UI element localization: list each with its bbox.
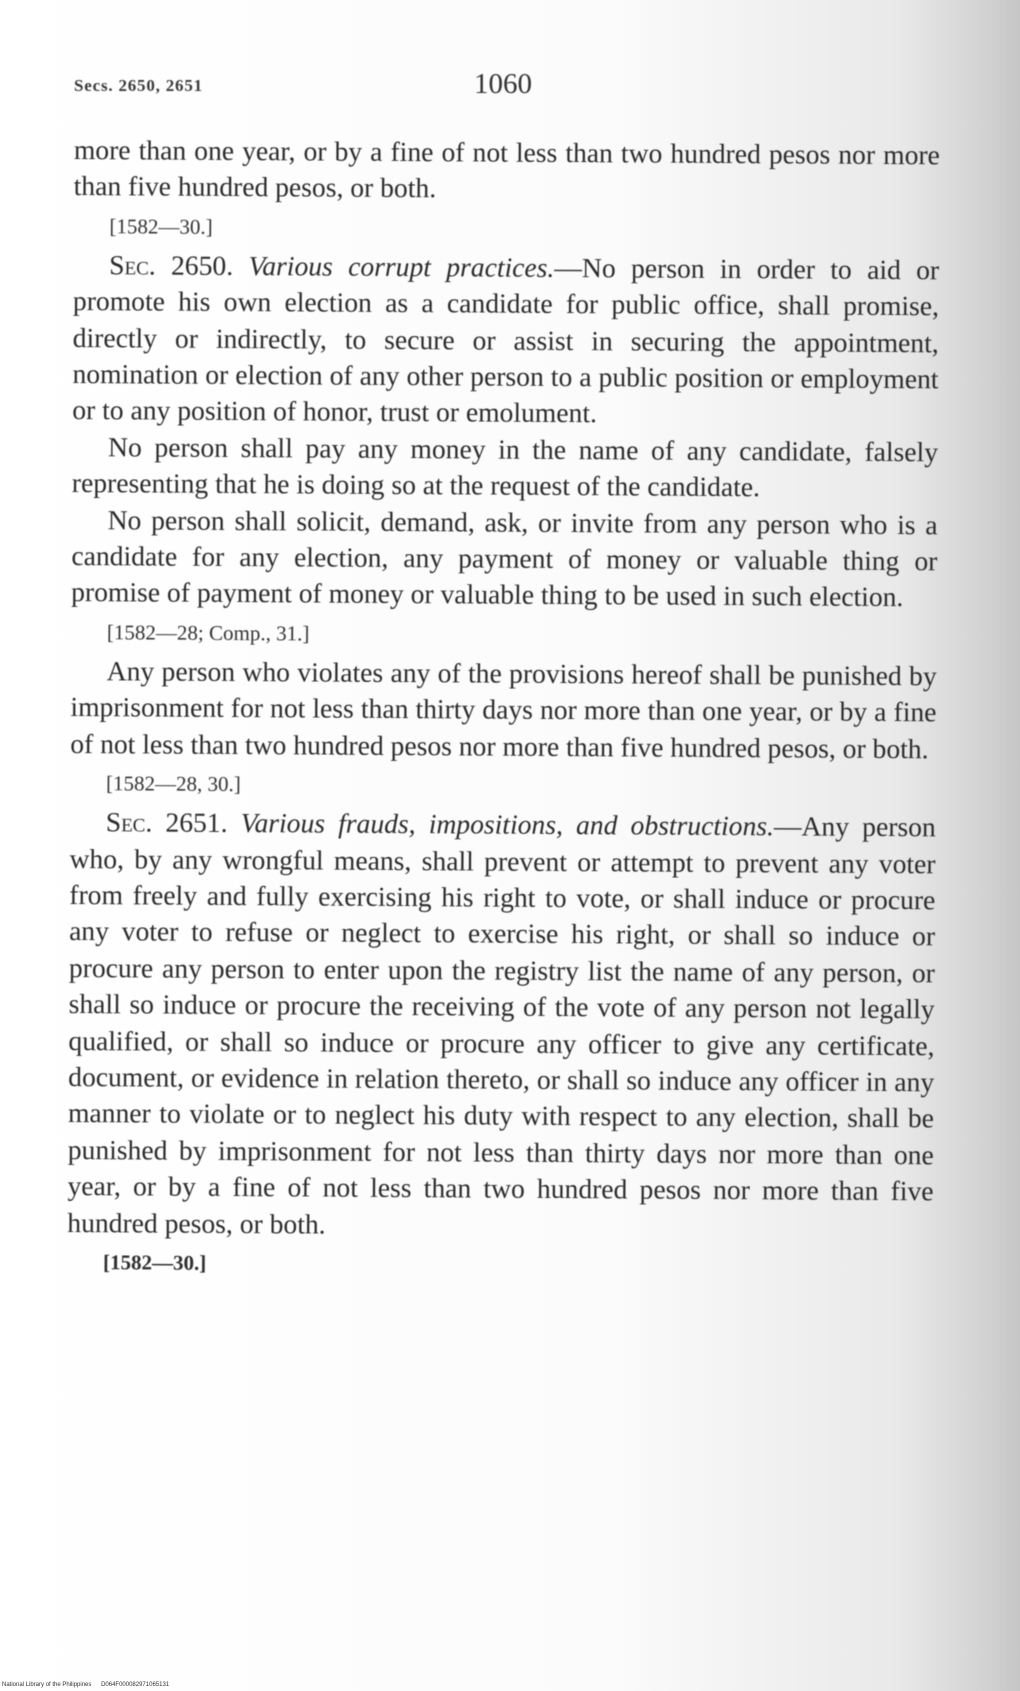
section-label: Sec. 2651.: [105, 806, 228, 839]
section-2650-paragraph: [72, 247, 939, 434]
paragraph: Any person who violates any of the provisions hereof shall be punished by imprisonment for not less than thirty days nor more than one year, or by a fine of not less than two hundred pesos nor more than five hundred pesos, or both.: [70, 655, 937, 764]
citation: [1582—30.]: [103, 1250, 207, 1275]
section-label: Sec. 2650.: [109, 249, 234, 281]
section-title: Various corrupt practices.: [248, 249, 555, 283]
scan-footer: [2, 1682, 169, 1688]
footer-source: National Library of the Philippines: [2, 1682, 92, 1688]
section-title: Various frauds, impositions, and obstructions.: [240, 807, 775, 842]
citation: [1582—28; Comp., 31.]: [106, 620, 310, 646]
page-header: [74, 68, 940, 108]
section-text: —No person in order to aid or promote his own election as a candidate for public office, shall promise, directly or indirectly, to secure or assist in securing the appointment, nomination or election of any other person to a public position or employment or to any position of honor, trust or emolument.: [72, 251, 940, 429]
citation: [1582—28, 30.]: [105, 771, 241, 797]
section-2651-paragraph: [67, 804, 936, 1246]
citation: [1582—30.]: [109, 214, 213, 239]
page-number: 1060: [474, 68, 532, 100]
section-reference: Secs. 2650, 2651: [74, 76, 203, 95]
paragraph: No person shall pay any money in the name of any candidate, falsely representing that he is doing so at the request of the candidate.: [71, 431, 939, 503]
section-text: —Any person who, by any wrongful means, shall prevent or attempt to prevent any voter from freely and fully exercising his right to vote, or shall induce or procure any voter to refuse or neglect to exercise his right, or shall so induce or procure any person to enter upon the registry list the name of any person, or shall so induce or procure the receiving of the vote of any person not legally qualified, or shall so induce or procure any officer to give any certificate, document, or evidence in relation thereto, or shall so induce any officer in any manner to violate or to neglect his duty with respect to any election, shall be punished by imprisonment for not less than thirty days nor more than one year, or by a fine of not less than two hundred pesos nor more than five hundred pesos, or both.: [67, 810, 936, 1240]
continued-paragraph: more than one year, or by a fine of not less than two hundred pesos nor more than five hundred pesos, or both.: [73, 133, 940, 204]
footer-code: D064F000082971065131: [101, 1682, 170, 1688]
paragraph: No person shall solicit, demand, ask, or invite from any person who is a candidate for any election, any payment of money or valuable thing or promise of payment of money or valuable thing to be used in such election.: [71, 503, 938, 613]
page-body: [67, 132, 940, 1288]
